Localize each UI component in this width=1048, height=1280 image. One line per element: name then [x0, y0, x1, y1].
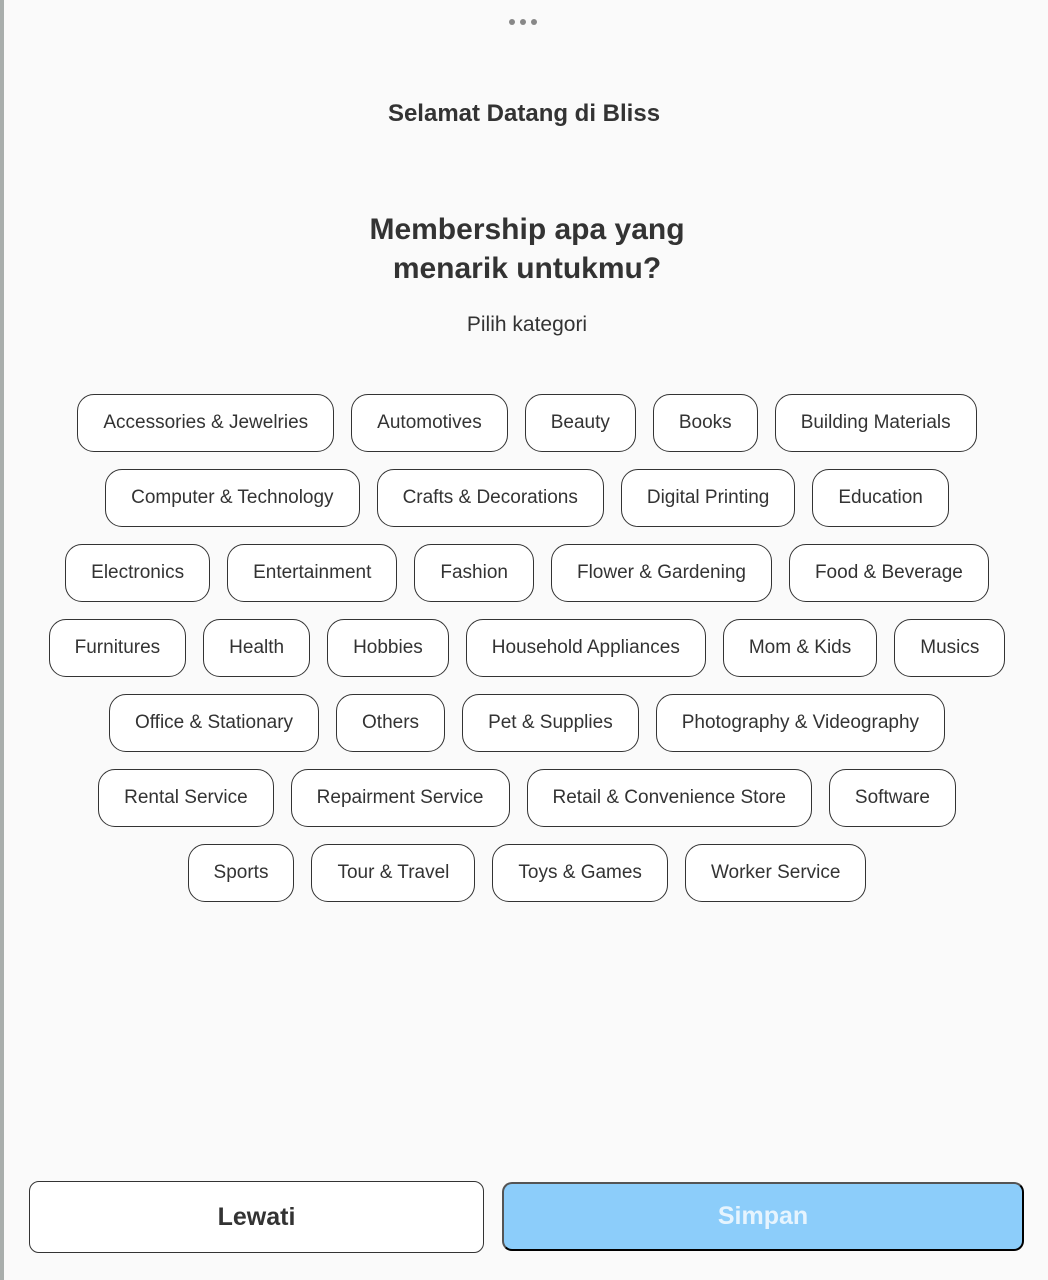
- subtitle: Pilih kategori: [466, 313, 588, 336]
- category-chip[interactable]: Repairment Service: [291, 769, 510, 827]
- category-row: [0, 394, 1048, 452]
- category-chip[interactable]: Worker Service: [685, 844, 867, 902]
- category-row: [0, 769, 1048, 827]
- category-chip[interactable]: Beauty: [525, 394, 636, 452]
- category-chip[interactable]: Accessories & Jewelries: [77, 394, 334, 452]
- category-chip[interactable]: Others: [336, 694, 445, 752]
- welcome-title: Selamat Datang di Bliss: [387, 100, 661, 127]
- save-button[interactable]: Simpan: [502, 1182, 1024, 1251]
- category-chip[interactable]: Automotives: [351, 394, 508, 452]
- heading-line-1: Membership apa yang: [369, 213, 685, 246]
- category-chip[interactable]: Retail & Convenience Store: [527, 769, 812, 827]
- category-chip[interactable]: Household Appliances: [466, 619, 706, 677]
- category-chip[interactable]: Furnitures: [49, 619, 187, 677]
- category-chip[interactable]: Fashion: [414, 544, 534, 602]
- page-heading: [0, 210, 1048, 288]
- skip-button[interactable]: Lewati: [29, 1181, 484, 1253]
- category-chip[interactable]: Hobbies: [327, 619, 449, 677]
- category-chip[interactable]: Tour & Travel: [311, 844, 475, 902]
- more-horizontal-icon[interactable]: [509, 19, 537, 25]
- category-chip[interactable]: Building Materials: [775, 394, 977, 452]
- category-chip[interactable]: Electronics: [65, 544, 210, 602]
- category-chip[interactable]: Musics: [894, 619, 1005, 677]
- category-chip[interactable]: Digital Printing: [621, 469, 796, 527]
- category-row: [0, 694, 1048, 752]
- category-chip[interactable]: Computer & Technology: [105, 469, 359, 527]
- category-chip-list: [0, 394, 1048, 919]
- category-chip[interactable]: Office & Stationary: [109, 694, 319, 752]
- category-chip[interactable]: Entertainment: [227, 544, 397, 602]
- category-chip[interactable]: Sports: [188, 844, 295, 902]
- category-chip[interactable]: Books: [653, 394, 758, 452]
- category-chip[interactable]: Mom & Kids: [723, 619, 877, 677]
- category-chip[interactable]: Food & Beverage: [789, 544, 989, 602]
- category-chip[interactable]: Education: [812, 469, 949, 527]
- category-row: [0, 619, 1048, 677]
- category-chip[interactable]: Pet & Supplies: [462, 694, 639, 752]
- category-chip[interactable]: Rental Service: [98, 769, 274, 827]
- category-chip[interactable]: Toys & Games: [492, 844, 668, 902]
- category-chip[interactable]: Flower & Gardening: [551, 544, 772, 602]
- category-row: [0, 544, 1048, 602]
- category-row: [0, 469, 1048, 527]
- category-chip[interactable]: Health: [203, 619, 310, 677]
- heading-line-2: menarik untukmu?: [392, 252, 662, 285]
- category-chip[interactable]: Crafts & Decorations: [377, 469, 604, 527]
- category-chip[interactable]: Photography & Videography: [656, 694, 945, 752]
- category-row: [0, 844, 1048, 902]
- category-chip[interactable]: Software: [829, 769, 956, 827]
